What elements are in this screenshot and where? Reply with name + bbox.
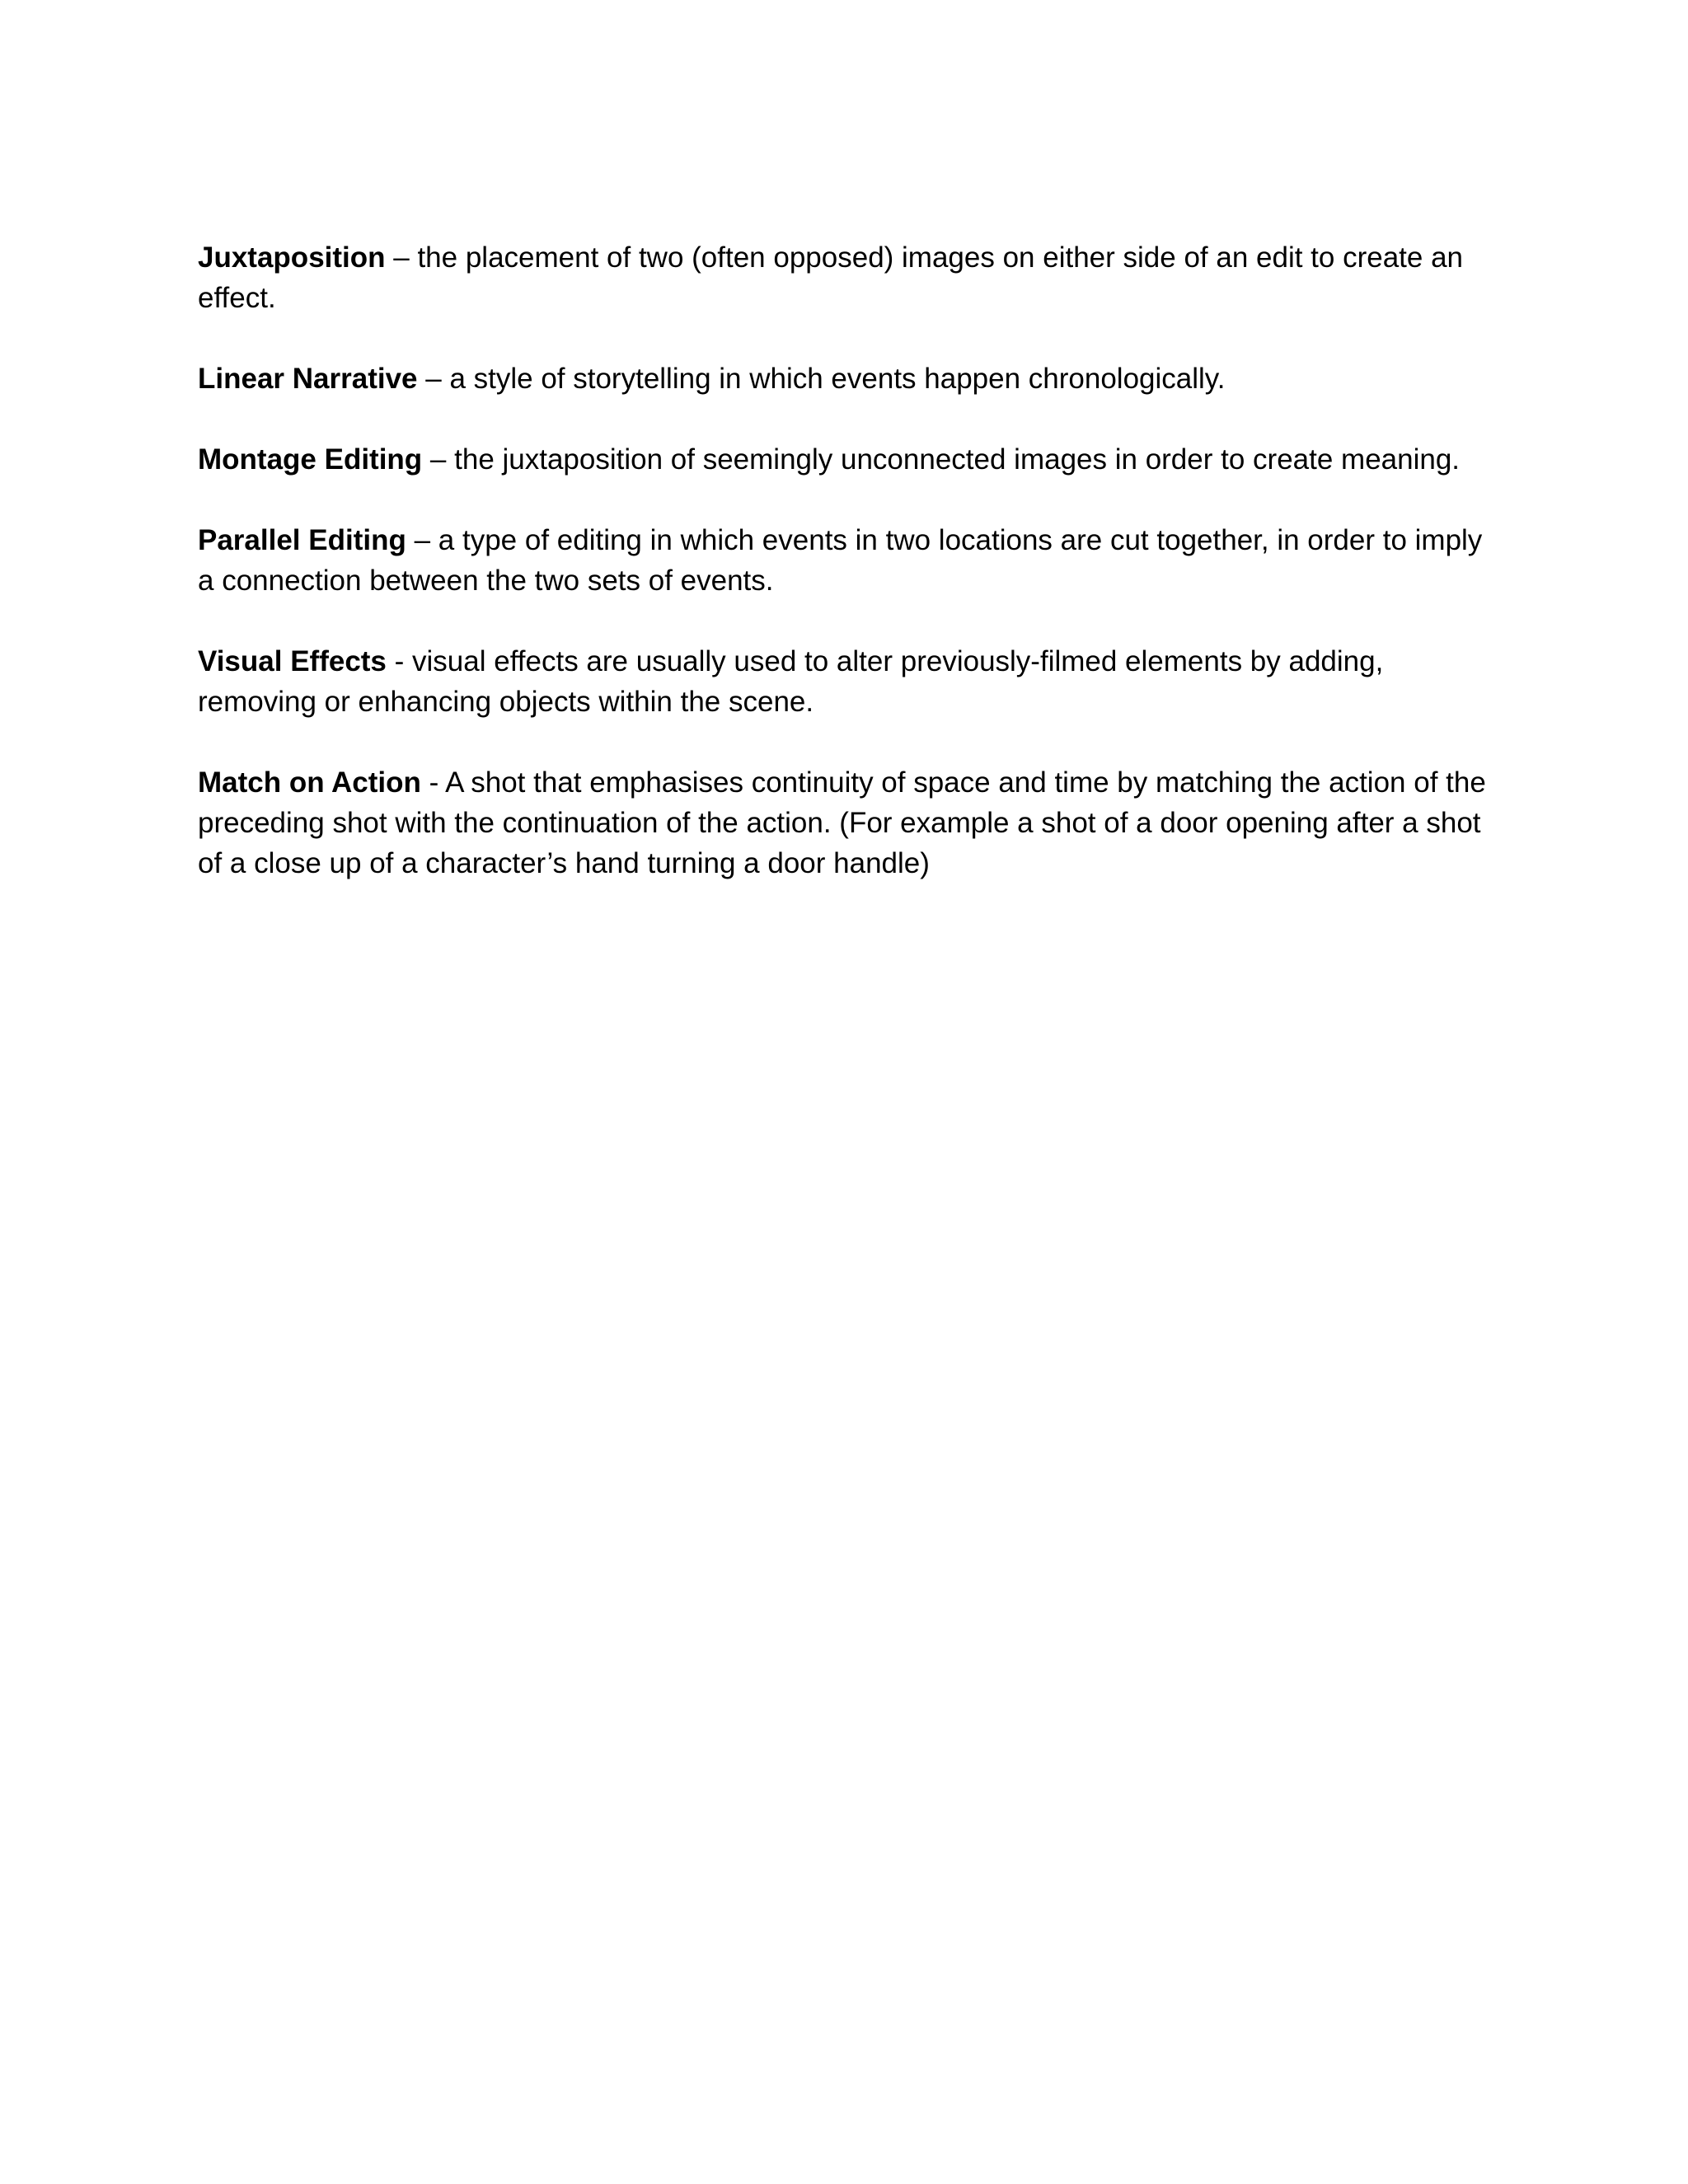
glossary-separator: – (406, 524, 438, 556)
glossary-entry-parallel-editing (198, 520, 1500, 601)
glossary-term: Parallel Editing (198, 524, 406, 556)
glossary-term: Visual Effects (198, 645, 387, 677)
glossary-term: Linear Narrative (198, 363, 418, 395)
glossary-definition: the placement of two (often opposed) images on either side of an edit to create an effect. (198, 241, 1464, 314)
glossary-entry-linear-narrative (198, 359, 1500, 399)
glossary (198, 237, 1500, 924)
glossary-separator: - (386, 645, 413, 677)
glossary-separator: – (385, 241, 418, 274)
glossary-entry-montage-editing (198, 439, 1500, 480)
glossary-entry-juxtaposition (198, 237, 1500, 318)
glossary-term: Juxtaposition (198, 241, 386, 274)
glossary-separator: – (422, 443, 455, 476)
glossary-definition: A shot that emphasises continuity of space and time by matching the action of the preceding shot with the continuation of the action. (For example a shot of a door opening after a shot of a close up of a character’s hand turning a door handle) (198, 766, 1486, 879)
glossary-entry-match-on-action (198, 762, 1500, 883)
glossary-term: Montage Editing (198, 443, 423, 476)
glossary-definition: the juxtaposition of seemingly unconnected images in order to create meaning. (454, 443, 1461, 476)
glossary-definition: a style of storytelling in which events happen chronologically. (449, 363, 1226, 395)
glossary-term: Match on Action (198, 766, 421, 799)
glossary-definition: visual effects are usually used to alter previously-filmed elements by adding, removing or enhancing objects within the scene. (198, 645, 1384, 718)
glossary-separator: – (417, 363, 450, 395)
glossary-separator: - (420, 766, 446, 799)
glossary-entry-visual-effects (198, 641, 1500, 722)
glossary-definition: a type of editing in which events in two locations are cut together, in order to imply a connection between the two sets of events. (198, 524, 1483, 597)
